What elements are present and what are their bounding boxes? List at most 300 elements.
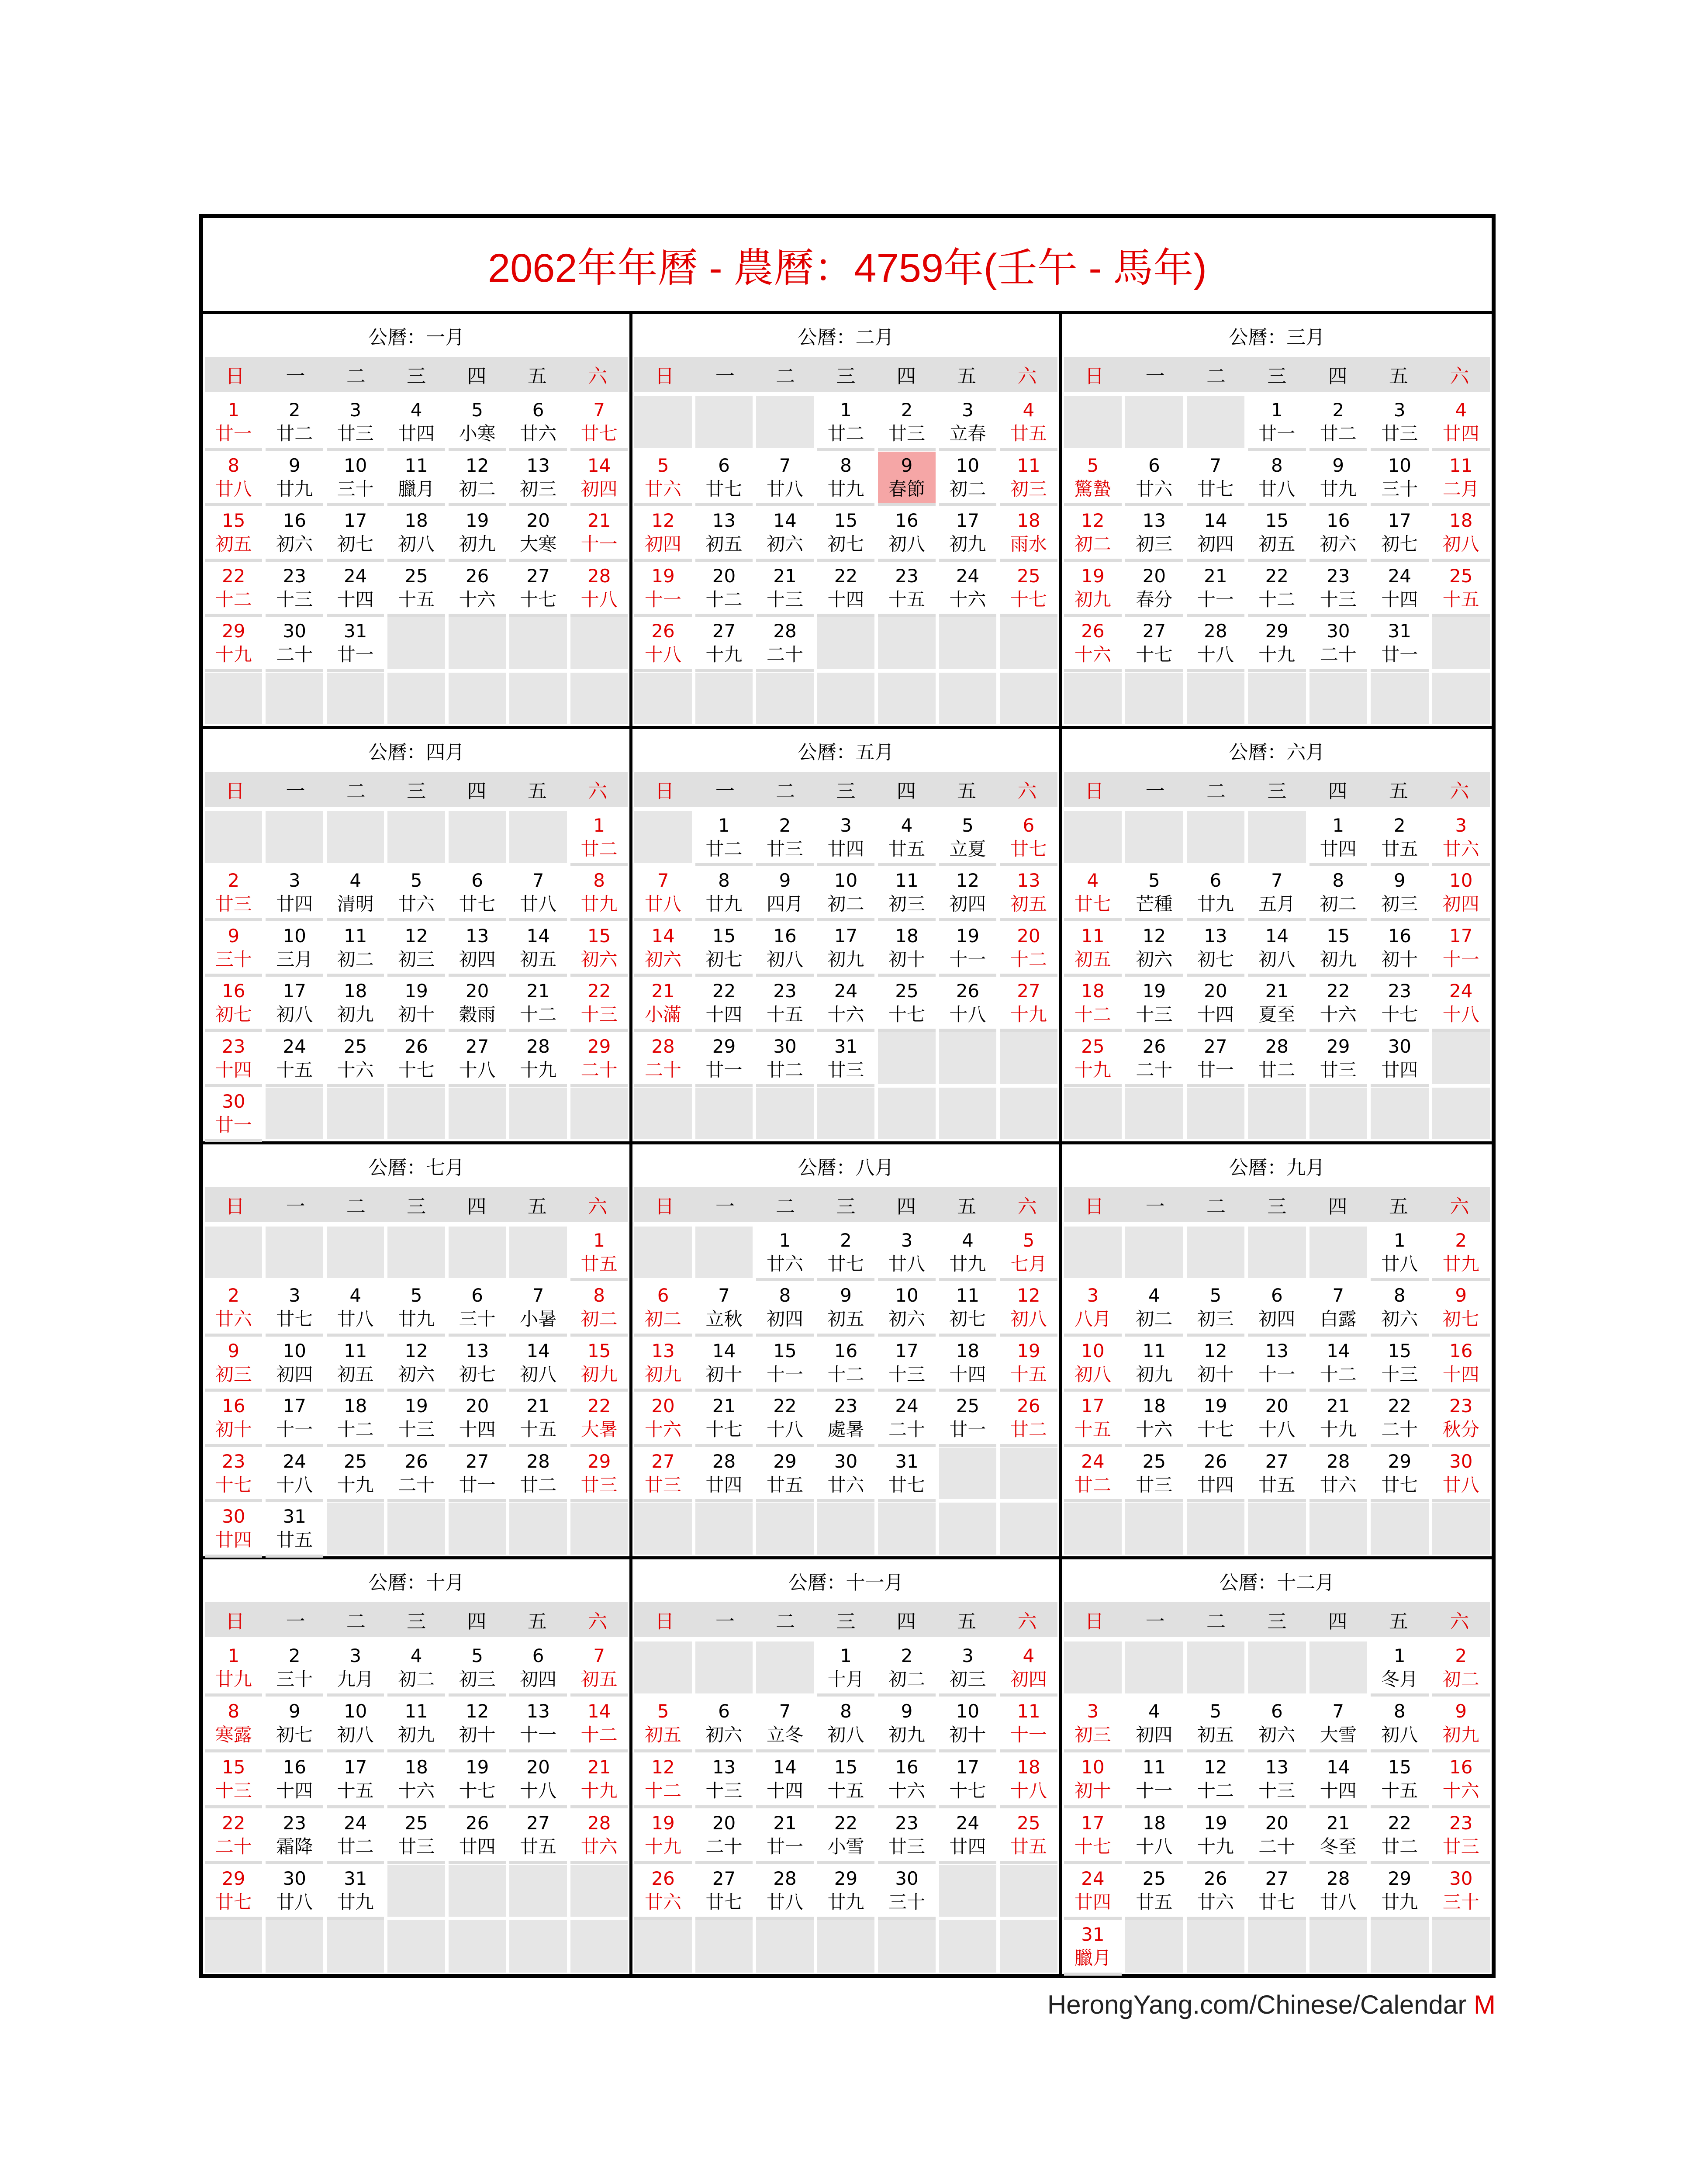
day-cell[interactable] (695, 617, 753, 669)
day-cell[interactable] (1064, 1392, 1122, 1444)
day-cell[interactable] (205, 617, 262, 669)
day-cell[interactable] (1371, 1282, 1428, 1334)
day-cell[interactable] (509, 1809, 567, 1861)
day-cell[interactable] (1248, 977, 1306, 1029)
day-cell[interactable] (1248, 452, 1306, 504)
day-cell[interactable] (1432, 562, 1490, 614)
day-cell[interactable] (634, 1032, 691, 1084)
day-cell[interactable] (756, 1282, 813, 1334)
day-cell[interactable] (695, 867, 753, 919)
day-cell[interactable] (266, 1697, 323, 1749)
day-cell[interactable] (1248, 396, 1306, 448)
day-cell[interactable] (634, 867, 691, 919)
day-cell[interactable] (756, 1753, 813, 1805)
day-cell[interactable] (327, 507, 384, 559)
day-cell[interactable] (1248, 867, 1306, 919)
day-cell[interactable] (1125, 1448, 1183, 1500)
day-cell[interactable] (1064, 562, 1122, 614)
day-cell[interactable] (1064, 617, 1122, 669)
day-cell[interactable] (570, 452, 628, 504)
day-cell[interactable] (1371, 1032, 1428, 1084)
day-cell[interactable] (1371, 452, 1428, 504)
day-cell[interactable] (1371, 1337, 1428, 1389)
day-cell[interactable] (1309, 1337, 1367, 1389)
day-cell[interactable] (1125, 562, 1183, 614)
day-cell[interactable] (205, 922, 262, 974)
day-cell[interactable] (1309, 1032, 1367, 1084)
day-cell[interactable] (1187, 1448, 1244, 1500)
day-cell[interactable] (266, 396, 323, 448)
day-cell[interactable] (878, 811, 935, 863)
day-cell[interactable] (1125, 1032, 1183, 1084)
day-cell[interactable] (509, 977, 567, 1029)
day-cell[interactable] (1187, 452, 1244, 504)
day-cell[interactable] (1371, 1697, 1428, 1749)
day-cell[interactable] (327, 977, 384, 1029)
day-cell[interactable] (1064, 922, 1122, 974)
day-cell[interactable] (1432, 452, 1490, 504)
day-cell[interactable] (1432, 1753, 1490, 1805)
day-cell[interactable] (1371, 867, 1428, 919)
day-cell[interactable] (1187, 507, 1244, 559)
day-cell[interactable] (1125, 1697, 1183, 1749)
day-cell[interactable] (939, 1282, 996, 1334)
day-cell[interactable] (1309, 1865, 1367, 1917)
day-cell[interactable] (756, 507, 813, 559)
day-cell[interactable] (387, 1032, 445, 1084)
day-cell[interactable] (1064, 507, 1122, 559)
day-cell[interactable] (756, 1227, 813, 1279)
day-cell[interactable] (817, 452, 874, 504)
day-cell[interactable] (449, 1641, 506, 1694)
day-cell[interactable] (1064, 452, 1122, 504)
day-cell[interactable] (570, 1337, 628, 1389)
day-cell[interactable] (817, 1392, 874, 1444)
day-cell[interactable] (1187, 1865, 1244, 1917)
day-cell[interactable] (1187, 617, 1244, 669)
day-cell[interactable] (1309, 507, 1367, 559)
day-cell[interactable] (266, 1641, 323, 1694)
day-cell[interactable] (756, 1032, 813, 1084)
day-cell[interactable] (817, 1448, 874, 1500)
day-cell[interactable] (449, 1032, 506, 1084)
day-cell[interactable] (939, 1392, 996, 1444)
day-cell[interactable] (1371, 1865, 1428, 1917)
day-cell[interactable] (817, 922, 874, 974)
day-cell[interactable] (939, 507, 996, 559)
day-cell[interactable] (756, 922, 813, 974)
day-cell[interactable] (327, 452, 384, 504)
day-cell[interactable] (1371, 1448, 1428, 1500)
day-cell[interactable] (570, 1641, 628, 1694)
day-cell[interactable] (1371, 1753, 1428, 1805)
day-cell[interactable] (327, 1809, 384, 1861)
day-cell[interactable] (1064, 867, 1122, 919)
day-cell[interactable] (1248, 1809, 1306, 1861)
day-cell[interactable] (817, 811, 874, 863)
day-cell[interactable] (878, 1865, 935, 1917)
day-cell[interactable] (1371, 507, 1428, 559)
day-cell[interactable] (449, 1337, 506, 1389)
day-cell[interactable] (1000, 1227, 1057, 1279)
day-cell[interactable] (695, 1865, 753, 1917)
day-cell[interactable] (449, 867, 506, 919)
day-cell[interactable] (266, 922, 323, 974)
day-cell[interactable] (695, 1282, 753, 1334)
day-cell[interactable] (1248, 922, 1306, 974)
day-cell[interactable] (266, 1448, 323, 1500)
day-cell[interactable] (387, 1448, 445, 1500)
day-cell[interactable] (756, 1448, 813, 1500)
day-cell[interactable] (570, 1448, 628, 1500)
day-cell[interactable] (1371, 617, 1428, 669)
day-cell[interactable] (878, 1282, 935, 1334)
day-cell[interactable] (1432, 1697, 1490, 1749)
day-cell[interactable] (817, 562, 874, 614)
day-cell[interactable] (1248, 617, 1306, 669)
day-cell[interactable] (817, 1032, 874, 1084)
day-cell[interactable] (327, 617, 384, 669)
day-cell[interactable] (634, 617, 691, 669)
day-cell[interactable] (817, 1227, 874, 1279)
day-cell[interactable] (205, 562, 262, 614)
day-cell[interactable] (509, 1392, 567, 1444)
day-cell[interactable] (1187, 922, 1244, 974)
day-cell[interactable] (570, 1227, 628, 1279)
day-cell[interactable] (570, 507, 628, 559)
day-cell[interactable] (509, 1697, 567, 1749)
day-cell[interactable] (756, 562, 813, 614)
day-cell[interactable] (817, 1282, 874, 1334)
day-cell[interactable] (1187, 1753, 1244, 1805)
day-cell[interactable] (1125, 1865, 1183, 1917)
day-cell[interactable] (634, 922, 691, 974)
day-cell[interactable] (878, 1753, 935, 1805)
day-cell[interactable] (634, 977, 691, 1029)
day-cell[interactable] (1000, 1392, 1057, 1444)
day-cell[interactable] (1309, 922, 1367, 974)
day-cell[interactable] (509, 1448, 567, 1500)
day-cell[interactable] (327, 922, 384, 974)
day-cell[interactable] (817, 1753, 874, 1805)
day-cell[interactable] (695, 1809, 753, 1861)
day-cell[interactable] (449, 1282, 506, 1334)
day-cell[interactable] (1125, 1392, 1183, 1444)
day-cell[interactable] (570, 1032, 628, 1084)
day-cell[interactable] (449, 452, 506, 504)
day-cell[interactable] (509, 1032, 567, 1084)
day-cell[interactable] (1371, 1392, 1428, 1444)
day-cell[interactable] (1125, 617, 1183, 669)
day-cell[interactable] (387, 1392, 445, 1444)
day-cell[interactable] (205, 1337, 262, 1389)
day-cell[interactable] (695, 811, 753, 863)
day-cell[interactable] (1248, 1282, 1306, 1334)
day-cell[interactable] (449, 1697, 506, 1749)
day-cell[interactable] (509, 562, 567, 614)
day-cell[interactable] (266, 867, 323, 919)
day-cell[interactable] (1432, 1337, 1490, 1389)
day-cell[interactable] (1000, 452, 1057, 504)
day-cell[interactable] (387, 452, 445, 504)
day-cell[interactable] (327, 1282, 384, 1334)
day-cell[interactable] (695, 1697, 753, 1749)
day-cell[interactable] (1064, 1697, 1122, 1749)
day-cell[interactable] (205, 452, 262, 504)
day-cell[interactable] (817, 1697, 874, 1749)
day-cell[interactable] (878, 1392, 935, 1444)
day-cell[interactable] (695, 1032, 753, 1084)
day-cell[interactable] (205, 1088, 262, 1140)
day-cell[interactable] (205, 1032, 262, 1084)
day-cell[interactable] (1309, 977, 1367, 1029)
day-cell[interactable] (509, 1641, 567, 1694)
day-cell[interactable] (756, 811, 813, 863)
day-cell[interactable] (1187, 1282, 1244, 1334)
day-cell[interactable] (695, 977, 753, 1029)
day-cell[interactable] (878, 1227, 935, 1279)
day-cell[interactable] (509, 1337, 567, 1389)
day-cell[interactable] (939, 562, 996, 614)
day-cell[interactable] (634, 452, 691, 504)
day-cell[interactable] (1064, 1032, 1122, 1084)
day-cell[interactable] (1371, 1227, 1428, 1279)
day-cell[interactable] (205, 1753, 262, 1805)
day-cell[interactable] (1248, 1032, 1306, 1084)
day-cell[interactable] (634, 1809, 691, 1861)
day-cell[interactable] (1432, 1641, 1490, 1694)
day-cell[interactable] (1064, 1337, 1122, 1389)
day-cell[interactable] (327, 1697, 384, 1749)
day-cell[interactable] (205, 1448, 262, 1500)
day-cell[interactable] (1064, 1282, 1122, 1334)
day-cell[interactable] (1432, 1227, 1490, 1279)
day-cell[interactable] (266, 1282, 323, 1334)
day-cell[interactable] (1371, 396, 1428, 448)
day-cell[interactable] (634, 507, 691, 559)
day-cell[interactable] (1309, 1809, 1367, 1861)
day-cell[interactable] (1125, 1337, 1183, 1389)
day-cell[interactable] (878, 1448, 935, 1500)
day-cell[interactable] (634, 1282, 691, 1334)
day-cell[interactable] (1309, 1448, 1367, 1500)
day-cell[interactable] (1000, 1697, 1057, 1749)
day-cell[interactable] (756, 1865, 813, 1917)
day-cell[interactable] (1064, 1809, 1122, 1861)
day-cell[interactable] (1000, 562, 1057, 614)
day-cell[interactable] (1000, 811, 1057, 863)
day-cell[interactable] (878, 507, 935, 559)
day-cell[interactable] (266, 977, 323, 1029)
day-cell[interactable] (878, 562, 935, 614)
day-cell[interactable] (387, 1337, 445, 1389)
day-cell[interactable] (1248, 507, 1306, 559)
day-cell[interactable] (1248, 562, 1306, 614)
day-cell[interactable] (634, 1753, 691, 1805)
day-cell[interactable] (1432, 1448, 1490, 1500)
day-cell[interactable] (570, 922, 628, 974)
day-cell[interactable] (266, 1392, 323, 1444)
day-cell[interactable] (1000, 507, 1057, 559)
day-cell[interactable] (1187, 1697, 1244, 1749)
day-cell[interactable] (1000, 867, 1057, 919)
day-cell[interactable] (387, 507, 445, 559)
day-cell[interactable] (570, 1282, 628, 1334)
day-cell[interactable] (1125, 452, 1183, 504)
day-cell[interactable] (570, 1392, 628, 1444)
day-cell[interactable] (387, 977, 445, 1029)
day-cell[interactable] (634, 1865, 691, 1917)
day-cell[interactable] (266, 1809, 323, 1861)
day-cell[interactable] (449, 507, 506, 559)
day-cell[interactable] (327, 1753, 384, 1805)
day-cell[interactable] (570, 396, 628, 448)
day-cell[interactable] (449, 1809, 506, 1861)
day-cell[interactable] (1248, 1865, 1306, 1917)
day-cell[interactable] (695, 922, 753, 974)
day-cell[interactable] (1187, 1392, 1244, 1444)
day-cell[interactable] (756, 867, 813, 919)
day-cell[interactable] (1432, 922, 1490, 974)
day-cell[interactable] (509, 396, 567, 448)
day-cell[interactable] (878, 977, 935, 1029)
day-cell[interactable] (756, 1337, 813, 1389)
day-cell[interactable] (1371, 1641, 1428, 1694)
day-cell[interactable] (817, 507, 874, 559)
day-cell[interactable] (205, 867, 262, 919)
day-cell[interactable] (817, 1865, 874, 1917)
day-cell[interactable] (387, 562, 445, 614)
day-cell[interactable] (1432, 507, 1490, 559)
day-cell[interactable] (1371, 1809, 1428, 1861)
day-cell[interactable] (1000, 1282, 1057, 1334)
day-cell[interactable] (817, 867, 874, 919)
day-cell[interactable] (878, 452, 935, 504)
day-cell[interactable] (1187, 562, 1244, 614)
day-cell[interactable] (939, 1227, 996, 1279)
day-cell[interactable] (266, 1503, 323, 1555)
day-cell[interactable] (1309, 617, 1367, 669)
day-cell[interactable] (1432, 1865, 1490, 1917)
day-cell[interactable] (878, 867, 935, 919)
day-cell[interactable] (1248, 1448, 1306, 1500)
day-cell[interactable] (1187, 1809, 1244, 1861)
day-cell[interactable] (266, 1337, 323, 1389)
day-cell[interactable] (1000, 922, 1057, 974)
day-cell[interactable] (1064, 977, 1122, 1029)
day-cell[interactable] (266, 1865, 323, 1917)
day-cell[interactable] (1432, 1809, 1490, 1861)
day-cell[interactable] (1125, 1809, 1183, 1861)
day-cell[interactable] (327, 1865, 384, 1917)
day-cell[interactable] (266, 452, 323, 504)
day-cell[interactable] (327, 562, 384, 614)
day-cell[interactable] (817, 1809, 874, 1861)
day-cell[interactable] (878, 1641, 935, 1694)
day-cell[interactable] (509, 867, 567, 919)
day-cell[interactable] (634, 1448, 691, 1500)
day-cell[interactable] (878, 922, 935, 974)
day-cell[interactable] (1432, 1392, 1490, 1444)
day-cell[interactable] (1309, 1392, 1367, 1444)
day-cell[interactable] (205, 1865, 262, 1917)
day-cell[interactable] (1000, 977, 1057, 1029)
day-cell[interactable] (387, 396, 445, 448)
day-cell[interactable] (327, 396, 384, 448)
day-cell[interactable] (205, 1641, 262, 1694)
day-cell[interactable] (387, 867, 445, 919)
day-cell[interactable] (756, 452, 813, 504)
day-cell[interactable] (756, 1392, 813, 1444)
day-cell[interactable] (509, 1282, 567, 1334)
day-cell[interactable] (1309, 1753, 1367, 1805)
day-cell[interactable] (817, 1337, 874, 1389)
day-cell[interactable] (695, 562, 753, 614)
day-cell[interactable] (817, 977, 874, 1029)
day-cell[interactable] (327, 1448, 384, 1500)
day-cell[interactable] (1248, 1697, 1306, 1749)
day-cell[interactable] (205, 1282, 262, 1334)
day-cell[interactable] (449, 1448, 506, 1500)
day-cell[interactable] (878, 1697, 935, 1749)
day-cell[interactable] (1309, 396, 1367, 448)
day-cell[interactable] (1125, 507, 1183, 559)
day-cell[interactable] (570, 811, 628, 863)
day-cell[interactable] (1064, 1448, 1122, 1500)
day-cell[interactable] (509, 922, 567, 974)
day-cell[interactable] (1432, 977, 1490, 1029)
day-cell[interactable] (327, 1392, 384, 1444)
day-cell[interactable] (449, 977, 506, 1029)
day-cell[interactable] (939, 1337, 996, 1389)
day-cell[interactable] (387, 1282, 445, 1334)
day-cell[interactable] (449, 562, 506, 614)
day-cell[interactable] (327, 1641, 384, 1694)
footer-link[interactable] (1047, 1990, 1496, 2020)
day-cell[interactable] (634, 1697, 691, 1749)
day-cell[interactable] (1371, 977, 1428, 1029)
day-cell[interactable] (1000, 1641, 1057, 1694)
day-cell[interactable] (266, 562, 323, 614)
day-cell[interactable] (695, 507, 753, 559)
day-cell[interactable] (1000, 1753, 1057, 1805)
day-cell[interactable] (387, 1641, 445, 1694)
day-cell[interactable] (509, 507, 567, 559)
day-cell[interactable] (205, 1809, 262, 1861)
day-cell[interactable] (387, 922, 445, 974)
day-cell[interactable] (205, 1392, 262, 1444)
day-cell[interactable] (939, 1697, 996, 1749)
day-cell[interactable] (939, 1809, 996, 1861)
day-cell[interactable] (205, 977, 262, 1029)
day-cell[interactable] (756, 617, 813, 669)
day-cell[interactable] (878, 396, 935, 448)
day-cell[interactable] (1000, 1337, 1057, 1389)
day-cell[interactable] (1187, 977, 1244, 1029)
day-cell[interactable] (939, 396, 996, 448)
day-cell[interactable] (1309, 1697, 1367, 1749)
day-cell[interactable] (695, 1753, 753, 1805)
day-cell[interactable] (939, 452, 996, 504)
day-cell[interactable] (449, 922, 506, 974)
day-cell[interactable] (1125, 922, 1183, 974)
day-cell[interactable] (570, 977, 628, 1029)
day-cell[interactable] (939, 1753, 996, 1805)
day-cell[interactable] (695, 452, 753, 504)
day-cell[interactable] (878, 1809, 935, 1861)
day-cell[interactable] (1371, 562, 1428, 614)
day-cell[interactable] (1309, 1282, 1367, 1334)
